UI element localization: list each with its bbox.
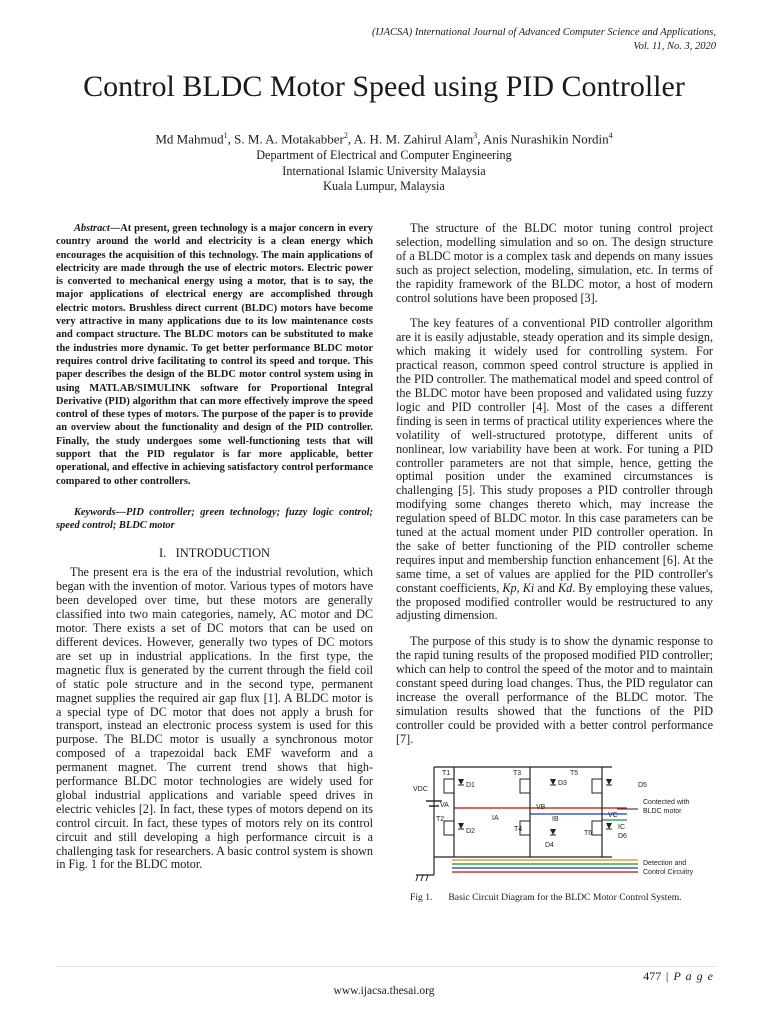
transistor-t2 <box>444 821 454 835</box>
journal-header <box>372 26 716 54</box>
diode-d5 <box>606 779 612 785</box>
section-title-first: I <box>175 545 180 560</box>
footer-website: www.ijacsa.thesai.org <box>333 985 435 997</box>
author-list <box>0 128 768 147</box>
label-d6: D6 <box>618 833 627 840</box>
diode-d3 <box>550 779 556 785</box>
label-d1: D1 <box>466 782 475 789</box>
abstract-label: Abstract <box>74 223 110 234</box>
paragraph-text: and <box>534 580 558 595</box>
affiliation-location: Kuala Lumpur, Malaysia <box>323 179 445 193</box>
abstract-text: —At present, green technology is a major concern in every country around the world and electricity is a clean energy which encourages the acquisition of this technology. The main applications of electricity are made through the use of electric motors. Electric power is converted to mechanical energy using a motor, that is to say, the major applications of electrical energy are accomplished through electric motors. Brushless direct current (BLDC) motors have become very attractive in many applications due to its low maintenance costs and compact structure. The BLDC motors can be substituted to make the industries more dynamic. To get better performance BLDC motor requires control drive facilitating to control its speed and torque. This paper describes the design of the BLDC motor control system using in using MATLAB/SIMULINK software for Proportional Integral Derivative (PID) algorithm that can more effectively improve the speed control of these types of motors. The purpose of the paper is to provide an overview about the functionality and design of the PID controller. Finally, the study undergoes some well-functioning tests that will support that the PID regulator is far more applicable, better operational, and effective in achieving satisfactory control performance compared to other controllers. <box>56 223 373 487</box>
kp-symbol: Kp <box>502 580 517 595</box>
section-title-rest: NTRODUCTION <box>179 545 271 560</box>
transistor-t3 <box>520 779 530 793</box>
label-t6: T6 <box>584 830 593 837</box>
kd-symbol: Kd <box>557 580 573 595</box>
keywords: Keywords—PID controller; green technology; fuzzy logic control; speed control; BLDC motor <box>56 506 373 532</box>
label-ic: IC <box>618 824 625 831</box>
transistor-t1 <box>444 779 454 793</box>
label-d3: D3 <box>558 780 567 787</box>
label-connected-motor: Contected with <box>643 799 690 806</box>
label-t2: T2 <box>436 816 445 823</box>
abstract <box>56 222 373 488</box>
label-ia: IA <box>492 815 499 822</box>
ki-symbol: Ki <box>522 580 535 595</box>
affiliation-department: Department of Electrical and Computer Engineering <box>256 148 512 162</box>
paragraph-text: , <box>516 580 523 595</box>
section-numeral: I. <box>158 545 167 560</box>
body-paragraph: The purpose of this study is to show the dynamic response to the rapid tuning results of the proposed modified PID controller; which can help to control the speed of the motor and to maintain constant speed during load changes. Thus, the PID regulator can increase the overall performance of the BLDC motor. The simulation results showed that the functions of the PID controller could be provided with a better control performance [7]. <box>396 634 713 746</box>
section-heading-introduction <box>56 547 373 561</box>
label-connected-motor-2: BLDC motor <box>643 808 682 815</box>
label-va: VA <box>440 802 449 809</box>
diode-d6 <box>606 823 612 829</box>
paragraph-text: The key features of a conventional PID controller algorithm are it is easily adjustable, steady operation and its simple design, which making it widely used for controlling system. For practical reason, common speed control structure is applied in the PID controller. The mathematical model and speed control of the BLDC motor have been proposed and validated using fuzzy logic and PID controller [4]. Most of the cases a different finding is seen in terms of practical utility experiences where the volatility of well-structured prototype, different units of nonlinear, low variability have been at work. For tuning a PID controller parameters are not that simple, hence, getting the optimal position under the examined circumstances is challenging [5]. This study proposes a PID controller through modifying some changes thereto which, may increase the regulation speed of BLDC motor. In this case parameters can be tuned at the actual moment under PID controller operation. In the sake of better functioning of the PID controller scheme requires input and membership function enhancement [6]. At the same time, a set of values are applied for the PID controller's constant coefficients, <box>396 316 713 595</box>
author-affil-mark: 3 <box>473 131 478 140</box>
body-paragraph: The structure of the BLDC motor tuning control project selection, modelling simulation and so on. The design structure of a BLDC motor is a complex task and depends on many issues such as project selection, modeling, simulation, etc. In terms of the rapidity framework of the BLDC motor, a host of modern control solutions have been proposed [3]. <box>396 221 713 305</box>
author-affil-mark: 1 <box>223 131 228 140</box>
label-d5: D5 <box>638 782 647 789</box>
author-affil-mark: 4 <box>608 131 613 140</box>
label-t5: T5 <box>570 770 579 777</box>
label-vb: VB <box>536 804 546 811</box>
affiliation-university: International Islamic University Malaysia <box>282 163 486 178</box>
affiliation <box>0 148 768 195</box>
figure-caption-text: Basic Circuit Diagram for the BLDC Motor Control System. <box>448 892 682 903</box>
label-t3: T3 <box>513 770 522 777</box>
right-column <box>396 222 713 747</box>
footer-divider <box>56 966 716 967</box>
label-ib: IB <box>552 816 559 823</box>
ground-symbol <box>416 875 418 881</box>
author-name: Md Mahmud <box>155 131 224 147</box>
figure-caption <box>410 892 682 903</box>
ground-symbol <box>421 875 423 881</box>
ground-symbol <box>426 875 428 881</box>
label-t1: T1 <box>442 770 451 777</box>
paper-title: Control BLDC Motor Speed using PID Controller <box>83 70 685 103</box>
label-d4: D4 <box>545 842 554 849</box>
author-affil-mark: 2 <box>343 131 348 140</box>
transistor-t6 <box>592 821 602 835</box>
author-name: , Anis Nurashikin Nordin <box>477 131 609 147</box>
left-column <box>56 222 373 872</box>
diode-d4 <box>550 829 556 835</box>
label-t4: T4 <box>514 826 523 833</box>
circuit-diagram <box>412 757 706 887</box>
journal-volume: Vol. 11, No. 3, 2020 <box>633 41 716 52</box>
figure-label: Fig 1. <box>410 892 433 903</box>
intro-paragraph: The present era is the era of the industrial revolution, which began with the invention of motor. Various types of motors have been developed over time, but these motors are generally classified into two main categories, namely, AC motor and DC motor. There exists a set of DC motors that can be used on different devices. However, generally two types of DC motors are set up in industrial applications. In the first type, the magnetic flux is generated by the current through the field coil of static pole structure and in the second type, permanent magnet supplies the required air gap flux [1]. A BLDC motor is a special type of DC motor that does not apply a brush for transport, instead an electronic process system is used for this purpose. The BLDC motor is usually a synchronous motor composed of a trapezoidal back EMF waveform and a permanent magnet. The current trend shows that high-performance BLDC motor technologies are widely used for global industrial applications and variable speed drives in electric vehicles [2]. In fact, these types of motors depend on its control circuit. In fact, these types of motors rely on its control circuit and still developing a high performance circuit is a challenging task for researchers. A basic control system is shown in Fig. 1 for the BLDC motor. <box>56 565 373 872</box>
page-number <box>643 969 714 984</box>
label-vc: VC <box>608 812 618 819</box>
journal-name: (IJACSA) International Journal of Advanced Computer Science and Applications, <box>371 27 716 38</box>
body-paragraph <box>396 317 713 623</box>
page-number-label: | P a g e <box>661 969 714 983</box>
diode-d2 <box>458 823 464 829</box>
label-vdc: VDC <box>413 786 428 793</box>
author-name: , A. H. M. Zahirul Alam <box>347 131 474 147</box>
paragraph-text: . By employing these values, the proposed modified controller would be restructured to any adjusting dimension. <box>396 580 714 623</box>
diode-d1 <box>458 779 464 785</box>
label-detection-2: Control Circuitry <box>643 869 694 876</box>
author-name: , S. M. A. Motakabber <box>227 131 344 147</box>
label-detection: Detection and <box>643 860 687 867</box>
page-number-value: 477 <box>643 969 662 983</box>
transistor-t5 <box>592 779 602 793</box>
label-d2: D2 <box>466 828 475 835</box>
